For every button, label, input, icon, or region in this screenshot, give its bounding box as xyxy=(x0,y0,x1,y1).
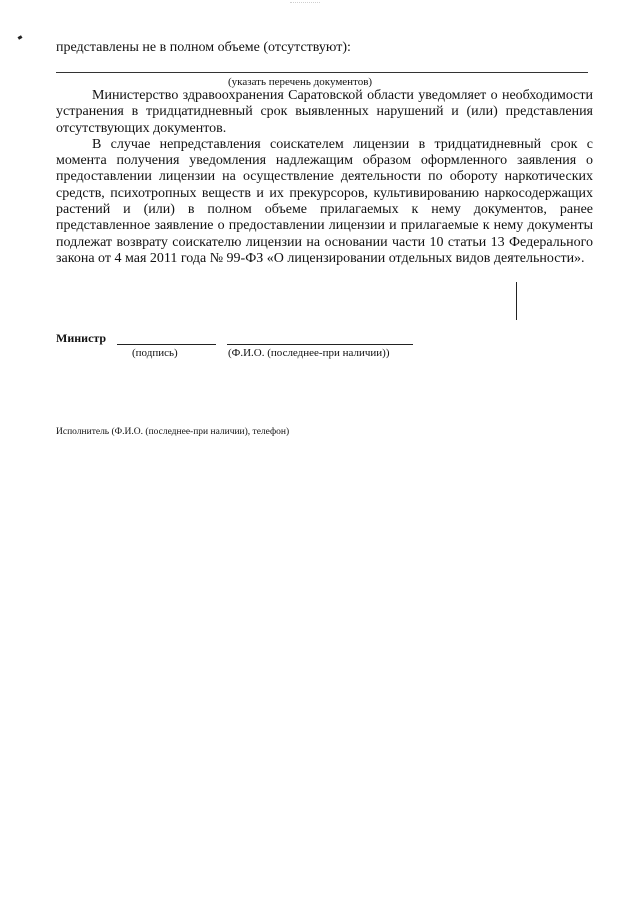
document-list-hint: (указать перечень документов) xyxy=(228,76,373,88)
intro-line: представлены не в полном объеме (отсутствуют): xyxy=(56,40,351,55)
signature-label: Министр xyxy=(56,331,107,345)
paragraph-notification: Министерство здравоохранения Саратовской области уведомляет о необходимости устранения в тридцатидневный срок выявленных нарушений и (или) представления отсутствующих документов. xyxy=(56,88,593,136)
name-caption: (Ф.И.О. (последнее-при наличии)) xyxy=(228,347,390,359)
name-fill-line xyxy=(227,344,413,345)
paragraph-return-condition: В случае непредставления соискателем лицензии в тридцатидневный срок с момента получения уведомления надлежащим образом оформленного заявления о предоставлении лицензии на осуществление деятельности по обороту наркотических средств, психотропных веществ и их прекурсоров, культивированию наркосодержащих растений и (или) в полном объеме прилагаемых к нему документов, ранее представленное заявление о предоставлении лицензии и прилагаемые к нему документы подлежат возврату соискателю лицензии на основании части 10 статьи 13 Федерального закона от 4 мая 2011 года № 99-ФЗ «О лицензировании отдельных видов деятельности». xyxy=(56,136,593,266)
signature-fill-line xyxy=(117,344,216,345)
executor-line: Исполнитель (Ф.И.О. (последнее-при наличии), телефон) xyxy=(56,427,290,437)
signature-caption: (подпись) xyxy=(132,347,178,359)
scan-noise xyxy=(290,2,320,5)
document-list-fill-line xyxy=(56,72,588,73)
body-text xyxy=(56,88,593,267)
scan-vertical-line xyxy=(516,282,517,320)
scan-mark xyxy=(18,35,23,40)
